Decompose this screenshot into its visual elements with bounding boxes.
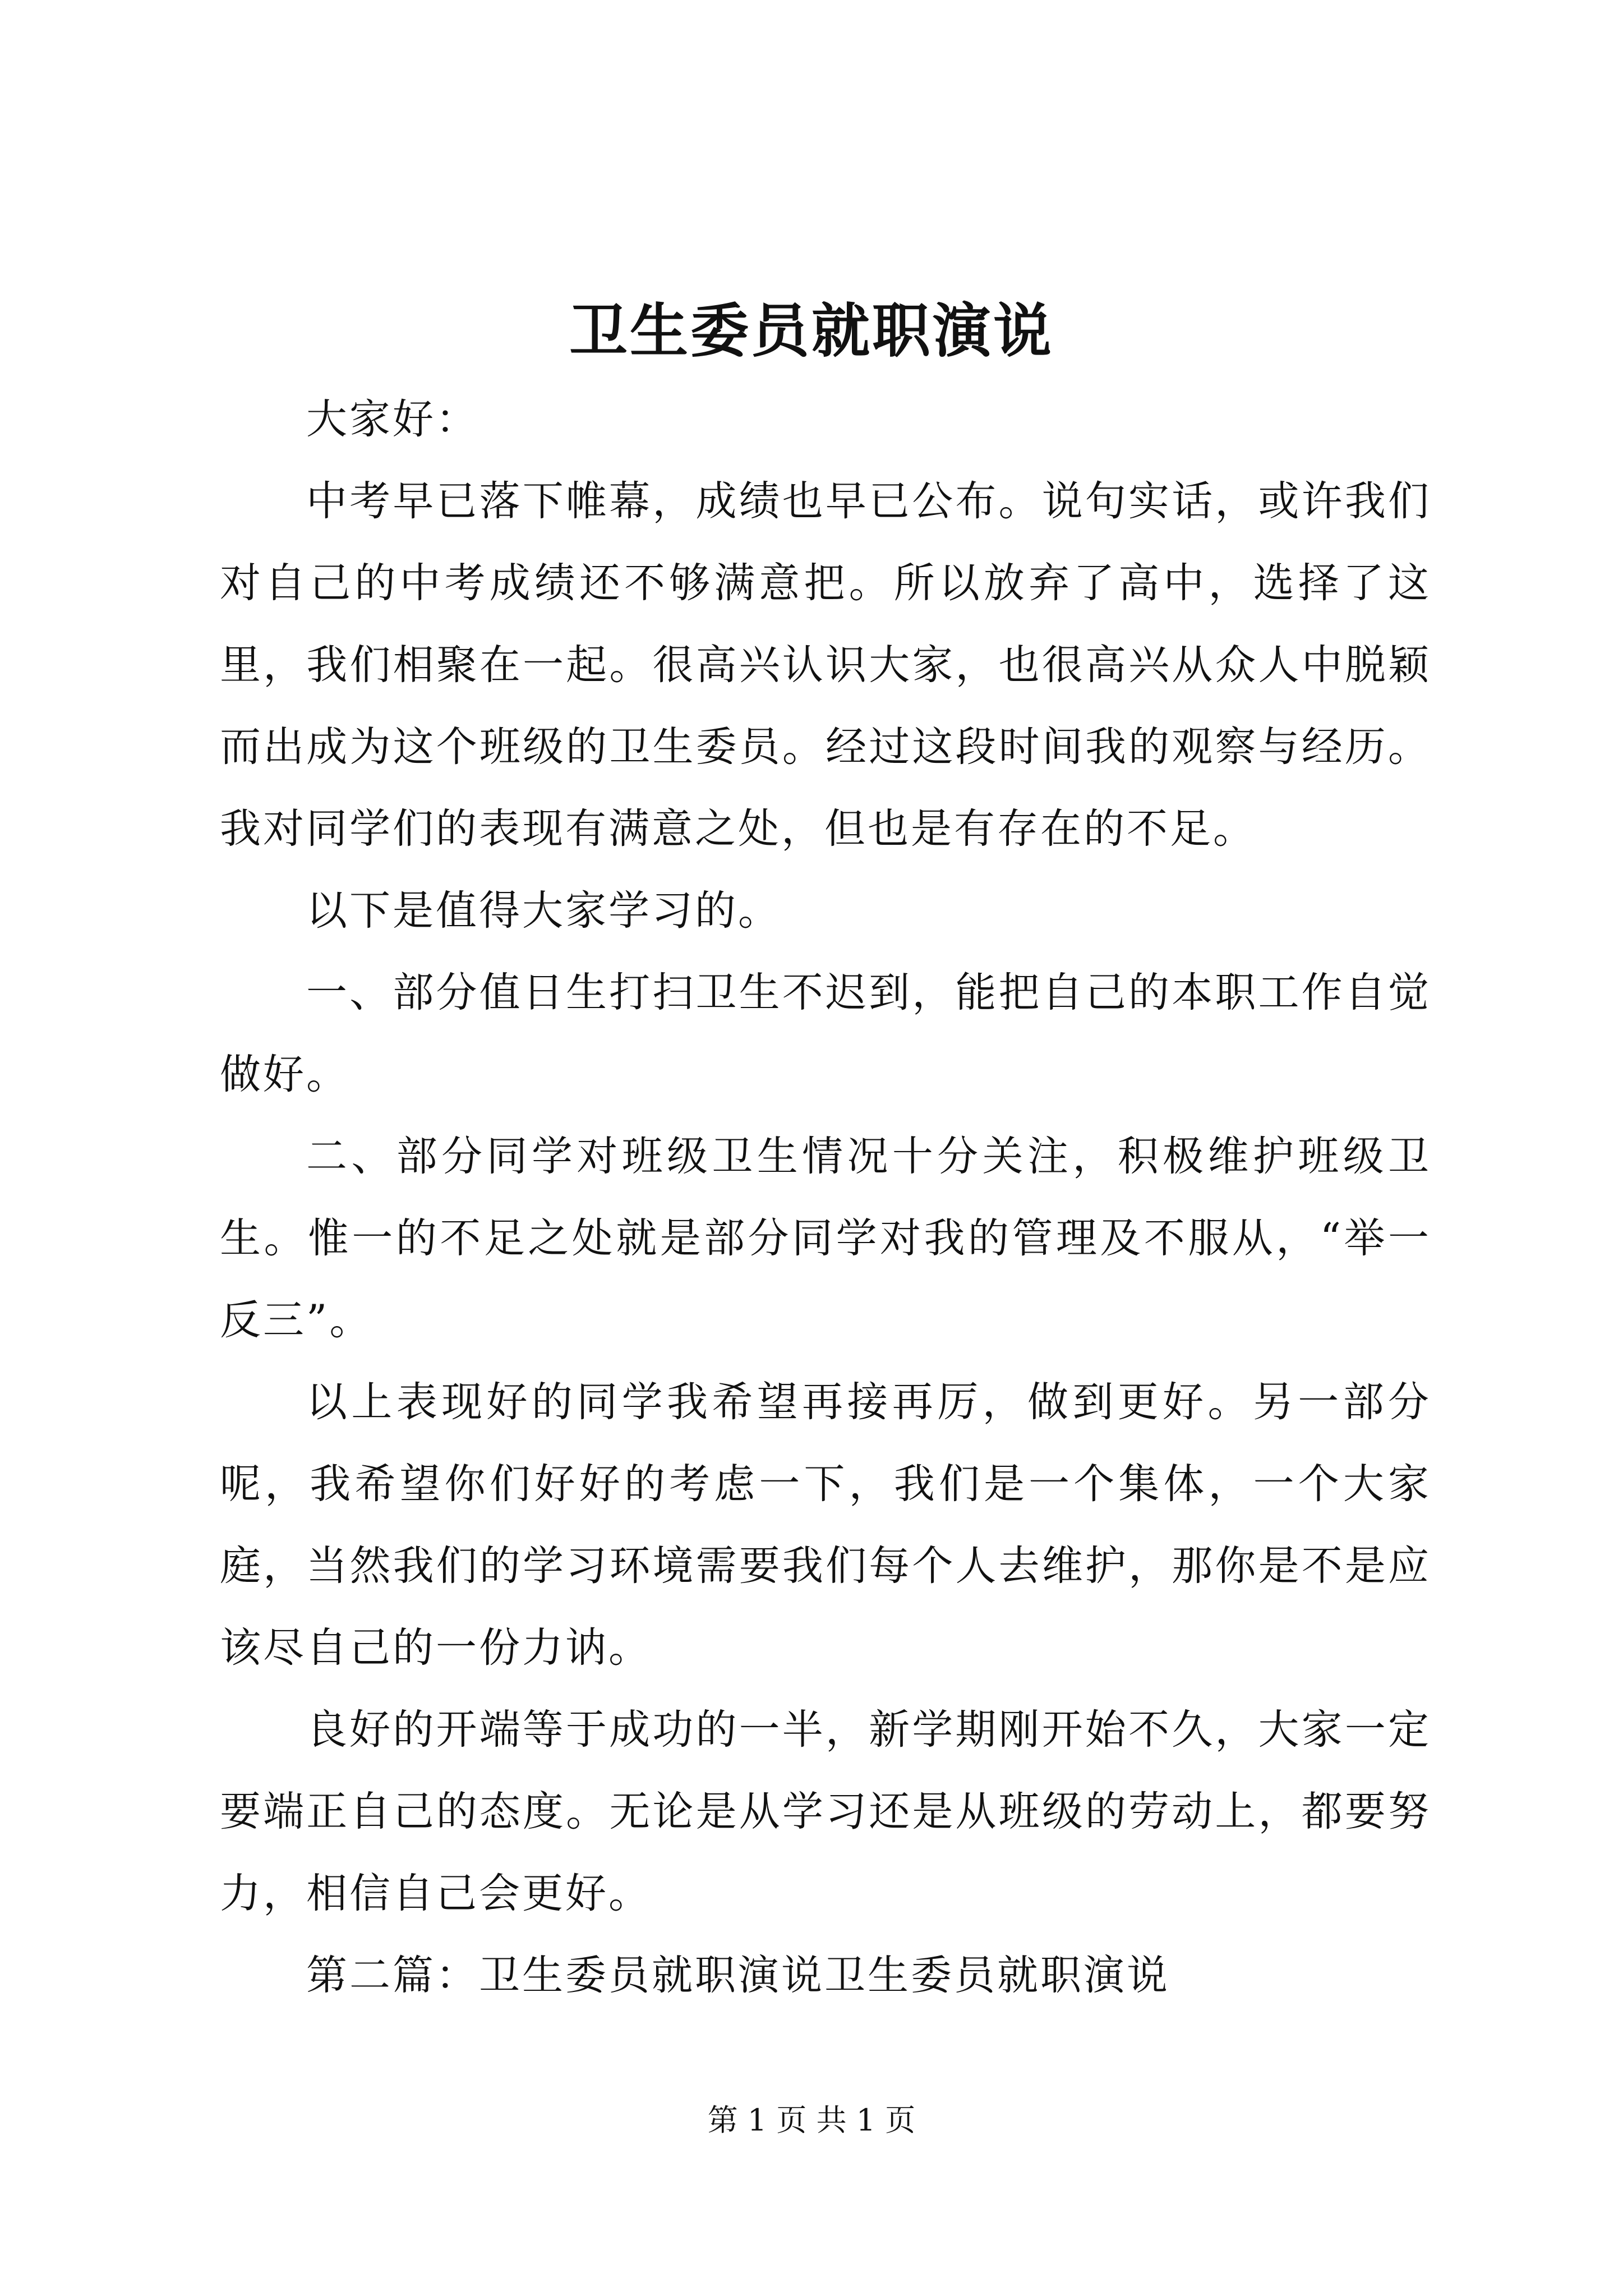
paragraph-encouragement: 以上表现好的同学我希望再接再厉，做到更好。另一部分呢，我希望你们好好的考虑一下，我们是一个集体，一个大家庭，当然我们的学习环境需要我们每个人去维护，那你是不是应该尽自己的一份力讷。 — [220, 1378, 1431, 1672]
page-footer: 第 1 页 共 1 页 — [707, 2102, 916, 2138]
paragraph-intro: 中考早已落下帷幕，成绩也早已公布。说句实话，或许我们对自己的中考成绩还不够满意把。所以放弃了高中，选择了这里，我们相聚在一起。很高兴认识大家，也很高兴从众人中脱颖而出成为这个班级的卫生委员。经过这段时间我的观察与经历。我对同学们的表现有满意之处，但也是有存在的不足。 — [220, 477, 1431, 853]
paragraph-praise-lead: 以下是值得大家学习的。 — [306, 887, 781, 935]
document-title: 卫生委员就职演说 — [569, 296, 1054, 365]
paragraph-greeting: 大家好： — [306, 395, 479, 443]
paragraph-conclusion: 良好的开端等于成功的一半，新学期刚开始不久，大家一定要端正自己的态度。无论是从学习还是从班级的劳动上，都要努力，相信自己会更好。 — [220, 1706, 1431, 1917]
document-body — [220, 379, 1431, 2017]
paragraph-point-one: 一、部分值日生打扫卫生不迟到，能把自己的本职工作自觉做好。 — [220, 969, 1431, 1098]
paragraph-second-part-heading: 第二篇：卫生委员就职演说卫生委员就职演说 — [306, 1952, 1170, 1999]
paragraph-point-two: 二、部分同学对班级卫生情况十分关注，积极维护班级卫生。惟一的不足之处就是部分同学对我的管理及不服从，“举一反三”。 — [220, 1133, 1431, 1344]
